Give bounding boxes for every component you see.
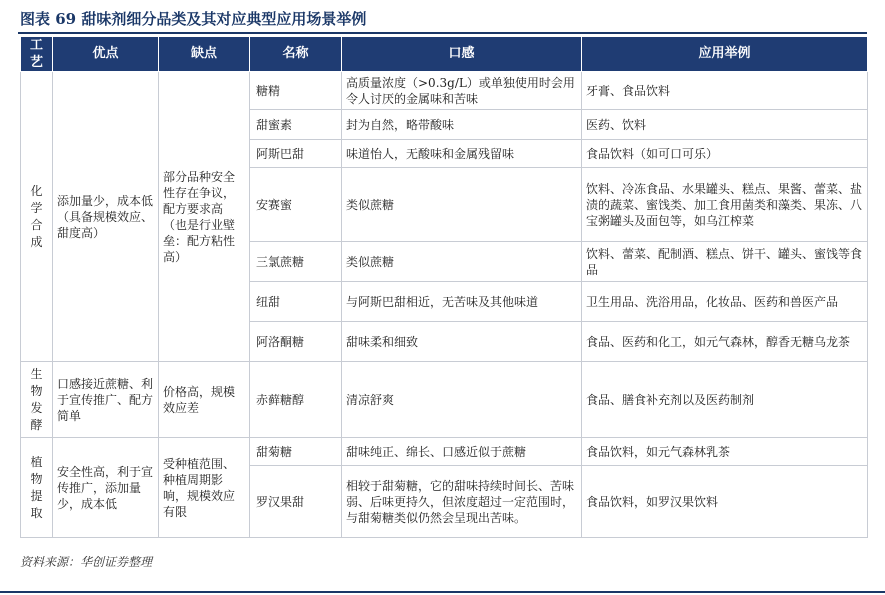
source-note: 资料来源：华创证券整理 — [20, 555, 153, 569]
taste-cell: 甜味纯正、绵长、口感近似于蔗糖 — [342, 438, 582, 466]
bottom-rule — [0, 591, 885, 593]
taste-cell: 相较于甜菊糖，它的甜味持续时间长、苦味弱、后味更持久，但浓度超过一定范围时，与甜菊糖类似仍然会呈现出苦味。 — [342, 466, 582, 538]
process-cell: 化学合成 — [21, 72, 53, 362]
pros-cell: 安全性高，利于宣传推广，添加量少，成本低 — [53, 438, 159, 538]
app-cell: 食品、医药和化工，如元气森林，醇香无糖乌龙茶 — [582, 322, 868, 362]
header-cons: 缺点 — [159, 37, 250, 72]
table-row — [21, 438, 868, 466]
taste-cell: 高质量浓度（>0.3g/L）或单独使用时会用令人讨厌的金属味和苦味 — [342, 72, 582, 110]
cons-cell: 价格高，规模效应差 — [159, 362, 250, 438]
taste-cell: 类似蔗糖 — [342, 242, 582, 282]
table-header-row — [21, 37, 868, 72]
app-cell: 饮料、冷冻食品、水果罐头、糕点、果酱、蕾菜、盐渍的蔬菜、蜜饯类、加工食用菌类和藻类、果冻、八宝粥罐头及面包等，如乌江榨菜 — [582, 168, 868, 242]
taste-cell: 甜味柔和细致 — [342, 322, 582, 362]
name-cell: 安赛蜜 — [250, 168, 342, 242]
table-row — [21, 362, 868, 438]
app-cell: 医药、饮料 — [582, 110, 868, 140]
process-cell: 植物提取 — [21, 438, 53, 538]
app-cell: 牙膏、食品饮料 — [582, 72, 868, 110]
taste-cell: 与阿斯巴甜相近，无苦味及其他味道 — [342, 282, 582, 322]
header-name: 名称 — [250, 37, 342, 72]
name-cell: 赤藓糖醇 — [250, 362, 342, 438]
pros-cell: 口感接近蔗糖、利于宣传推广、配方简单 — [53, 362, 159, 438]
name-cell: 甜菊糖 — [250, 438, 342, 466]
name-cell: 甜蜜素 — [250, 110, 342, 140]
header-process: 工艺 — [21, 37, 53, 72]
figure-title: 图表 69 甜味剂细分品类及其对应典型应用场景举例 — [20, 10, 367, 28]
sweetener-table — [20, 36, 868, 538]
name-cell: 阿洛酮糖 — [250, 322, 342, 362]
taste-cell: 味道怡人，无酸味和金属残留味 — [342, 140, 582, 168]
app-cell: 饮料、蕾菜、配制酒、糕点、饼干、罐头、蜜饯等食品 — [582, 242, 868, 282]
app-cell: 食品饮料（如可口可乐） — [582, 140, 868, 168]
name-cell: 罗汉果甜 — [250, 466, 342, 538]
cons-cell: 部分品种安全性存在争议，配方要求高（也是行业壁垒：配方粘性高） — [159, 72, 250, 362]
app-cell: 食品饮料，如罗汉果饮料 — [582, 466, 868, 538]
app-cell: 食品、膳食补充剂以及医药制剂 — [582, 362, 868, 438]
title-rule — [18, 32, 867, 34]
table-row — [21, 72, 868, 110]
header-pros: 优点 — [53, 37, 159, 72]
taste-cell: 清凉舒爽 — [342, 362, 582, 438]
cons-cell: 受种植范围、种植周期影响，规模效应有限 — [159, 438, 250, 538]
header-applications: 应用举例 — [582, 37, 868, 72]
name-cell: 三氯蔗糖 — [250, 242, 342, 282]
name-cell: 纽甜 — [250, 282, 342, 322]
process-cell: 生物发酵 — [21, 362, 53, 438]
taste-cell: 封为自然，略带酸味 — [342, 110, 582, 140]
app-cell: 卫生用品、洗浴用品，化妆品、医药和兽医产品 — [582, 282, 868, 322]
pros-cell: 添加量少，成本低（具备规模效应、甜度高） — [53, 72, 159, 362]
name-cell: 阿斯巴甜 — [250, 140, 342, 168]
header-taste: 口感 — [342, 37, 582, 72]
name-cell: 糖精 — [250, 72, 342, 110]
taste-cell: 类似蔗糖 — [342, 168, 582, 242]
app-cell: 食品饮料，如元气森林乳茶 — [582, 438, 868, 466]
